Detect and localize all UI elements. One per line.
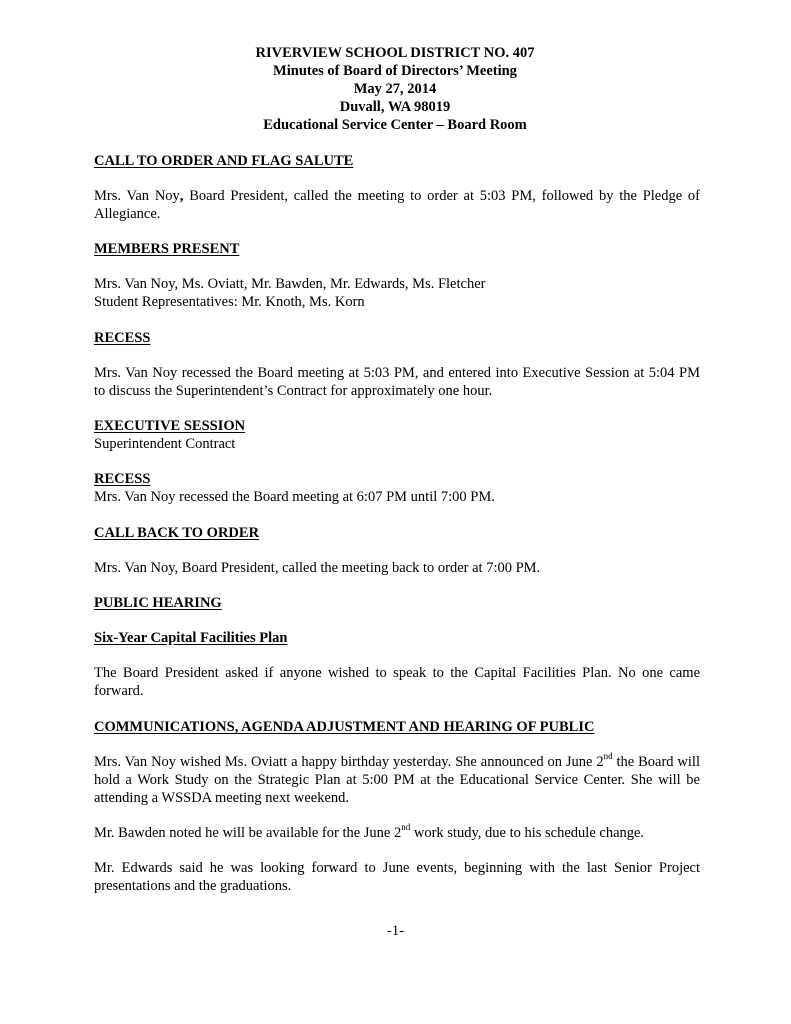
communications-p2-start: Mr. Bawden noted he will be available for the June 2 — [94, 825, 402, 841]
communications-heading: COMMUNICATIONS, AGENDA ADJUSTMENT AND HEARING OF PUBLIC — [94, 719, 595, 735]
page-number: -1- — [387, 923, 404, 939]
call-back-text: Mrs. Van Noy, Board President, called the meeting back to order at 7:00 PM. — [94, 560, 541, 576]
capital-facilities-subheading: Six-Year Capital Facilities Plan — [94, 630, 288, 646]
document-header — [90, 44, 700, 134]
members-present-board: Mrs. Van Noy, Ms. Oviatt, Mr. Bawden, Mr. Edwards, Ms. Fletcher — [94, 276, 486, 292]
members-present-students: Student Representatives: Mr. Knoth, Ms. Korn — [94, 294, 365, 310]
call-to-order-heading: CALL TO ORDER AND FLAG SALUTE — [94, 153, 354, 169]
call-to-order-text — [94, 187, 700, 223]
ordinal-suffix: nd — [603, 751, 613, 762]
meeting-date: May 27, 2014 — [353, 81, 437, 97]
minutes-page — [94, 44, 700, 895]
public-hearing-heading: PUBLIC HEARING — [94, 595, 222, 611]
communications-paragraph-2 — [94, 824, 700, 842]
public-hearing-text: The Board President asked if anyone wished to speak to the Capital Facilities Plan. No one came forward. — [94, 665, 700, 699]
call-back-heading: CALL BACK TO ORDER — [94, 525, 260, 541]
document-title: Minutes of Board of Directors’ Meeting — [273, 63, 517, 79]
call-to-order-president: Mrs. Van Noy — [94, 188, 180, 204]
communications-paragraph-3: Mr. Edwards said he was looking forward to June events, beginning with the last Senior Project presentations and the graduations. — [94, 860, 700, 894]
communications-p2-end: work study, due to his schedule change. — [410, 825, 645, 841]
call-to-order-body: Board President, called the meeting to order at 5:03 PM, followed by the Pledge of Allegiance. — [94, 188, 701, 222]
executive-session-text: Superintendent Contract — [94, 436, 236, 452]
meeting-city: Duvall, WA 98019 — [339, 99, 451, 115]
second-recess-heading: RECESS — [94, 471, 151, 487]
communications-p1-end: the Board will hold a Work Study on the Strategic Plan at 5:00 PM at the Educational Service Center. She will be attending a WSSDA meeting next weekend. — [94, 754, 700, 806]
executive-session-heading: EXECUTIVE SESSION — [94, 418, 246, 434]
meeting-location: Educational Service Center – Board Room — [263, 117, 527, 133]
ordinal-suffix: nd — [401, 822, 411, 833]
call-to-order-comma: , — [179, 188, 184, 204]
recess-heading: RECESS — [94, 330, 151, 346]
recess-text: Mrs. Van Noy recessed the Board meeting at 5:03 PM, and entered into Executive Session at 5:04 PM to discuss the Superintendent’s Contract for approximately one hour. — [94, 365, 700, 399]
second-recess-text: Mrs. Van Noy recessed the Board meeting at 6:07 PM until 7:00 PM. — [94, 489, 495, 505]
members-present-heading: MEMBERS PRESENT — [94, 241, 240, 257]
district-name: RIVERVIEW SCHOOL DISTRICT NO. 407 — [255, 45, 535, 61]
communications-p1-start: Mrs. Van Noy wished Ms. Oviatt a happy birthday yesterday. She announced on June 2 — [94, 754, 604, 770]
communications-paragraph-1 — [94, 753, 700, 807]
